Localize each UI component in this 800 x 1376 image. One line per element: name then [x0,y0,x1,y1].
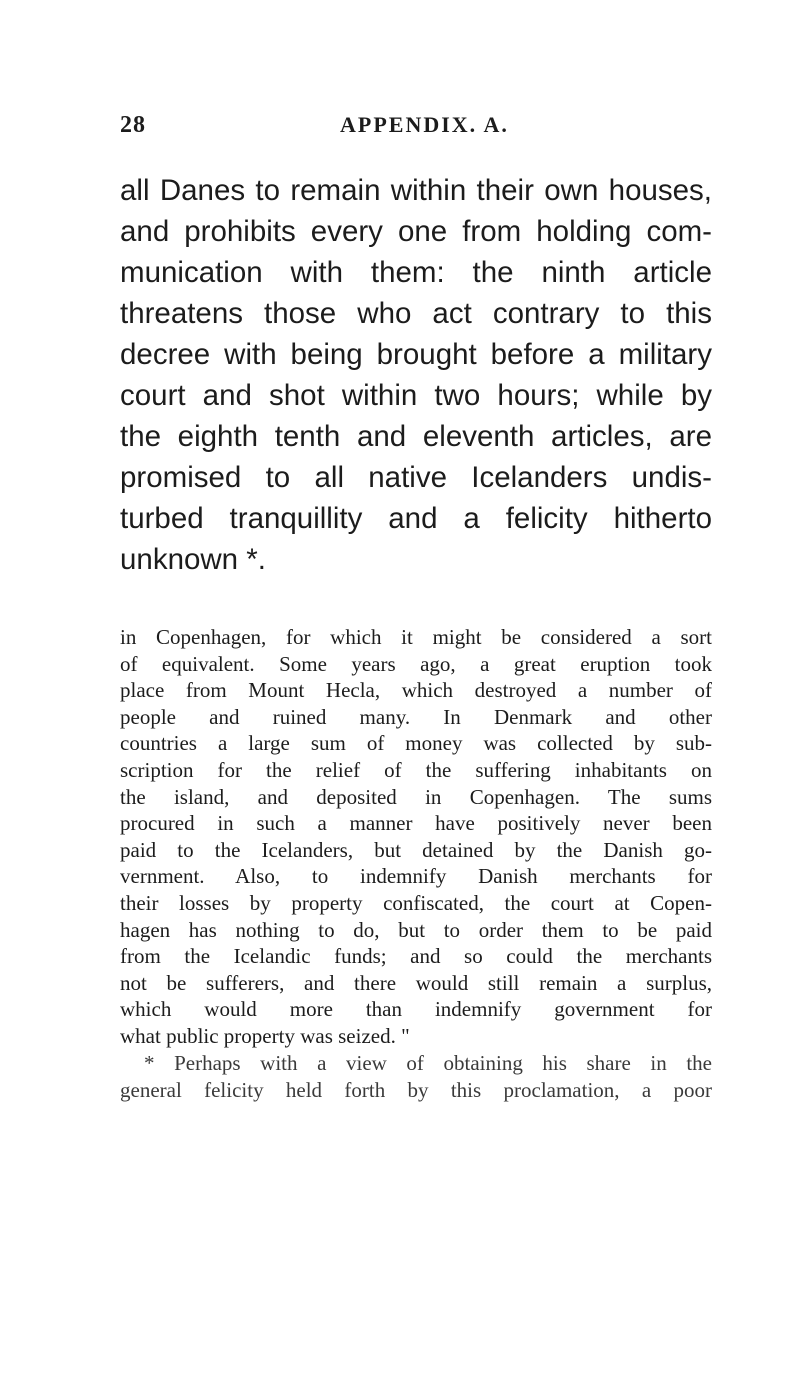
page-number: 28 [120,112,146,138]
footnote-line: people and ruined many. In Denmark and other [120,704,712,729]
footnote-line: which would more than indemnify government for [120,997,712,1022]
footnote-line: hagen has nothing to do, but to order them to be paid [120,917,712,942]
footnote-line: paid to the Icelanders, but detained by the Danish go- [120,837,712,862]
main-paragraph [120,170,712,580]
footnote-line: scription for the relief of the suffering inhabitants on [120,757,712,782]
footnote-line: not be sufferers, and there would still remain a surplus, [120,970,712,995]
main-line: court and shot within two hours; while by [120,379,712,412]
footnote-line: place from Mount Hecla, which destroyed a number of [120,678,712,703]
main-line: and prohibits every one from holding com- [120,215,712,248]
footnote-line: in Copenhagen, for which it might be considered a sort [120,625,712,649]
footnote-line: general felicity held forth by this proclamation, a poor [120,1077,712,1102]
main-line: unknown *. [120,543,266,576]
footnote-line: from the Icelandic funds; and so could the merchants [120,944,712,969]
main-line: promised to all native Icelanders undis- [120,461,712,494]
footnote-line: what public property was seized. " [120,1023,410,1048]
footnote-line: countries a large sum of money was collected by sub- [120,731,712,756]
footnote-line: procured in such a manner have positively never been [120,811,712,836]
footnote-line: * Perhaps with a view of obtaining his share in the [144,1051,712,1075]
main-line: all Danes to remain within their own houses, [120,174,712,207]
main-line: decree with being brought before a military [120,338,712,371]
footnote-continuation [120,624,712,1050]
footnote-line: the island, and deposited in Copenhagen. The sums [120,784,712,809]
running-title: APPENDIX. A. [340,112,509,137]
footnote-new [120,1050,712,1103]
footnote-line: vernment. Also, to indemnify Danish merchants for [120,864,712,889]
main-line: munication with them: the ninth article [120,256,712,289]
main-line: the eighth tenth and eleventh articles, are [120,420,712,453]
footnote-line: their losses by property confiscated, the court at Copen- [120,890,712,915]
main-line: turbed tranquillity and a felicity hitherto [120,502,712,535]
main-line: threatens those who act contrary to this [120,297,712,330]
footnote-line: of equivalent. Some years ago, a great eruption took [120,651,712,676]
running-head [120,112,700,148]
